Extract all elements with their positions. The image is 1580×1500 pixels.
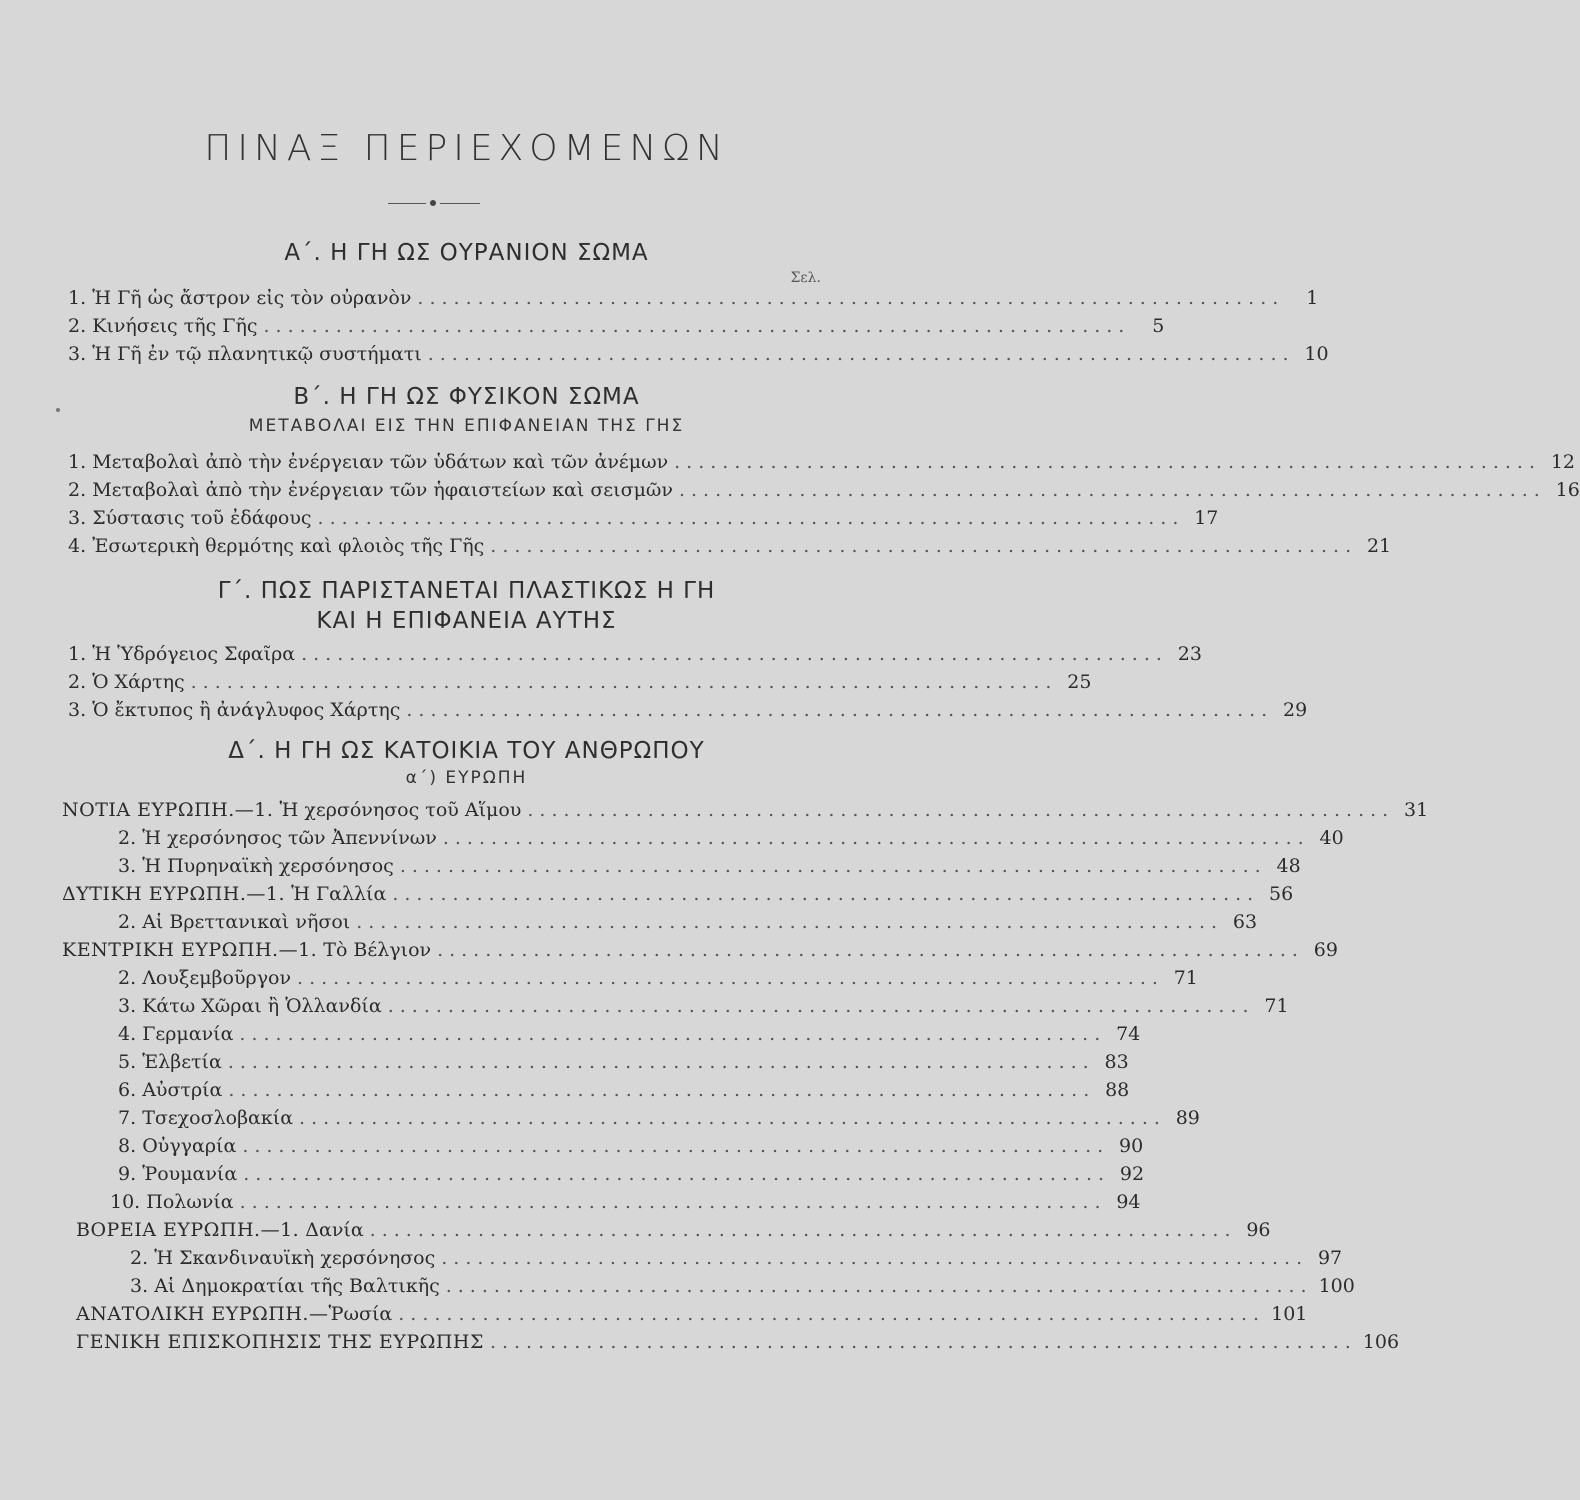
leader-dots: ........................................................................ [297,967,1164,989]
toc-entry[interactable] [76,1328,1400,1356]
entry-number: 1. [68,643,87,665]
leader-dots: ........................................................................ [437,939,1304,961]
toc-entry[interactable] [118,908,1258,936]
entry-number: 3. [130,1275,149,1297]
toc-entry[interactable] [118,1132,1144,1160]
section-b-subheading: ΜΕΤΑΒΟΛΑΙ ΕΙΣ ΤΗΝ ΕΠΙΦΑΝΕΙΑΝ ΤΗΣ ΓΗΣ [248,416,685,436]
entry-page: 97 [1317,1247,1343,1269]
toc-entry[interactable] [118,964,1198,992]
entry-title: Ἐσωτερικὴ θερμότης καὶ φλοιὸς τῆς Γῆς [92,535,485,557]
entry-number: 3. [68,507,87,529]
entry-title: Ἡ Γῆ ἐν τῷ πλανητικῷ συστήματι [92,343,422,365]
entry-page: 74 [1116,1023,1141,1045]
toc-entry[interactable] [118,1020,1141,1048]
region-label: ΝΟΤΙΑ ΕΥΡΩΠΗ.—1. [62,799,274,821]
toc-entry[interactable] [118,824,1344,852]
ornament-dot [430,200,436,206]
entry-page: 69 [1313,939,1338,961]
entry-page: 96 [1246,1219,1271,1241]
entry-title: Ἡ Γῆ ὡς ἄστρον εἰς τὸν οὐρανὸν [92,287,412,309]
leader-dots: ........................................................................ [299,1107,1166,1129]
entry-page: 5 [1152,315,1165,337]
toc-entry[interactable] [118,1160,1145,1188]
leader-dots: ........................................................................ [242,1135,1110,1157]
entry-number: 8. [118,1135,137,1157]
entry-number: 5. [118,1051,137,1073]
leader-dots: ........................................................................ [356,911,1224,933]
toc-entry[interactable] [62,936,1338,964]
leader-dots: ........................................................................ [406,699,1274,721]
entry-page: 29 [1283,699,1308,721]
leader-dots: ........................................................................ [399,855,1267,877]
entry-title: Αἱ Δημοκρατίαι τῆς Βαλτικῆς [154,1275,440,1297]
leader-dots: ........................................................................ [243,1163,1111,1185]
entry-page: 12 [1550,451,1575,473]
entry-number: 7. [118,1107,137,1129]
entry-page: 1 [1306,287,1319,309]
region-label: ΓΕΝΙΚΗ ΕΠΙΣΚΟΠΗΣΙΣ ΤΗΣ ΕΥΡΩΠΗΣ [76,1331,484,1353]
entry-title: Τσεχοσλοβακία [142,1107,294,1129]
toc-entry[interactable] [68,448,1575,476]
toc-entry[interactable] [118,852,1301,880]
leader-dots: ........................................................................ [317,507,1185,529]
leader-dots: ........................................................................ [263,315,1131,337]
toc-entry[interactable] [68,312,1165,340]
entry-title: Δανία [305,1219,364,1241]
entry-number: 3. [68,699,87,721]
leader-dots: ........................................................................ [301,643,1168,665]
entry-title: Ἡ Πυρηναϊκὴ χερσόνησος [142,855,394,877]
entry-title: Μεταβολαὶ ἀπὸ τὴν ἐνέργειαν τῶν ἡφαιστείων καὶ σεισμῶν [92,479,673,501]
section-c-heading-line2: ΚΑΙ Η ΕΠΙΦΑΝΕΙΑ ΑΥΤΗΣ [316,608,617,634]
toc-entry[interactable] [118,1048,1129,1076]
entry-page: 17 [1194,507,1219,529]
entry-number: 3. [118,995,137,1017]
leader-dots: ........................................................................ [392,883,1260,905]
leader-dots: ........................................................................ [489,1331,1357,1353]
entry-page: 63 [1232,911,1258,933]
leader-dots: ........................................................................ [190,671,1058,693]
entry-number: 2. [130,1247,149,1269]
entry-number: 2. [118,967,137,989]
entry-page: 100 [1318,1275,1355,1297]
entry-title: Τὸ Βέλγιον [323,939,432,961]
entry-page: 31 [1404,799,1429,821]
entry-title: Ὁ ἔκτυπος ἢ ἀνάγλυφος Χάρτης [92,699,401,721]
leader-dots: ........................................................................ [442,827,1310,849]
region-label: ΚΕΝΤΡΙΚΗ ΕΥΡΩΠΗ.—1. [62,939,318,961]
entry-page: 106 [1362,1331,1400,1353]
section-d-subheading: α΄) ΕΥΡΩΠΗ [405,768,528,788]
leader-dots: ........................................................................ [441,1247,1309,1269]
leader-dots: ........................................................................ [527,799,1395,821]
toc-entry[interactable] [110,1188,1141,1216]
leader-dots: ........................................................................ [445,1275,1313,1297]
region-label: ΔΥΤΙΚΗ ΕΥΡΩΠΗ.—1. [62,883,286,905]
entry-title: Γερμανία [142,1023,234,1045]
entry-title: Μεταβολαὶ ἀπὸ τὴν ἐνέργειαν τῶν ὑδάτων καὶ τῶν ἀνέμων [92,451,669,473]
page-column-label: Σελ. [790,270,821,286]
entry-number: 2. [68,315,87,337]
toc-entry[interactable] [68,668,1092,696]
entry-page: 71 [1173,967,1198,989]
section-d-heading: Δ΄. Η ΓΗ ΩΣ ΚΑΤΟΙΚΙΑ ΤΟΥ ΑΝΘΡΩΠΟΥ [228,738,705,764]
entry-number: 4. [118,1023,137,1045]
entry-page: 48 [1276,855,1301,877]
entry-number: 1. [68,451,87,473]
leader-dots: ........................................................................ [387,995,1255,1017]
leader-dots: ........................................................................ [490,535,1358,557]
toc-entry[interactable] [118,992,1289,1020]
entry-title: Ῥωσία [328,1303,393,1325]
entry-title: Κάτω Χῶραι ἢ Ὁλλανδία [142,995,382,1017]
entry-title: Ἡ Γαλλία [291,883,387,905]
toc-entry[interactable] [118,1076,1130,1104]
leader-dots: ........................................................................ [227,1051,1095,1073]
entry-title: Αἱ Βρεττανικαὶ νῆσοι [142,911,351,933]
toc-entry[interactable] [68,532,1392,560]
toc-entry[interactable] [62,880,1294,908]
entry-title: Ἡ χερσόνησος τοῦ Αἵμου [279,799,522,821]
entry-page: 89 [1175,1107,1200,1129]
toc-entry[interactable] [76,1300,1308,1328]
toc-entry[interactable] [68,284,1319,312]
leader-dots: ........................................................................ [228,1079,1096,1101]
entry-page: 25 [1067,671,1092,693]
leader-dots: ........................................................................ [674,451,1541,473]
leader-dots: ........................................................................ [417,287,1285,309]
toc-entry[interactable] [68,696,1308,724]
entry-number: 6. [118,1079,137,1101]
entry-title: Οὐγγαρία [142,1135,237,1157]
toc-entry[interactable] [130,1244,1343,1272]
entry-number: 2. [68,479,87,501]
entry-page: 94 [1116,1191,1141,1213]
section-a-heading: Α΄. Η ΓΗ ΩΣ ΟΥΡΑΝΙΟΝ ΣΩΜΑ [284,240,649,266]
toc-entry[interactable] [62,796,1429,824]
entry-number: 4. [68,535,87,557]
entry-number: 9. [118,1163,137,1185]
entry-title: Ὁ Χάρτης [92,671,185,693]
entry-page: 16 [1555,479,1580,501]
entry-number: 2. [118,827,137,849]
entry-title: Ἡ Σκανδιναυϊκὴ χερσόνησος [154,1247,436,1269]
page-title: ΠΙΝΑΞ ΠΕΡΙΕΧΟΜΕΝΩΝ [204,128,729,169]
leader-dots: ........................................................................ [398,1303,1266,1325]
toc-entry[interactable] [130,1272,1355,1300]
entry-title: Ἡ χερσόνησος τῶν Ἀπεννίνων [142,827,437,849]
entry-number: 3. [118,855,137,877]
entry-number: 2. [118,911,137,933]
entry-page: 88 [1105,1079,1130,1101]
entry-number: 2. [68,671,87,693]
leader-dots: ........................................................................ [427,343,1295,365]
entry-page: 40 [1319,827,1344,849]
entry-page: 21 [1366,535,1392,557]
entry-title: Λουξεμβοῦργον [142,967,292,989]
leader-dots: ........................................................................ [678,479,1546,501]
entry-page: 10 [1304,343,1329,365]
entry-page: 90 [1118,1135,1144,1157]
entry-title: Πολωνία [146,1191,234,1213]
entry-page: 92 [1119,1163,1145,1185]
entry-page: 83 [1104,1051,1129,1073]
entry-title: Σύστασις τοῦ ἐδάφους [92,507,312,529]
toc-entry[interactable] [68,640,1202,668]
entry-number: 1. [68,287,87,309]
ornament-line-right [440,203,480,204]
leader-dots: ........................................................................ [239,1191,1107,1213]
toc-entry[interactable] [118,1104,1200,1132]
title-ornament [388,198,480,208]
entry-title: Κινήσεις τῆς Γῆς [92,315,258,337]
entry-title: Ἡ Ὑδρόγειος Σφαῖρα [92,643,296,665]
leader-dots: ........................................................................ [239,1023,1107,1045]
section-b-heading: Β΄. Η ΓΗ ΩΣ ΦΥΣΙΚΟΝ ΣΩΜΑ [293,384,640,410]
leader-dots: ........................................................................ [369,1219,1237,1241]
entry-number: 10. [110,1191,141,1213]
toc-entry[interactable] [76,1216,1271,1244]
region-label: ΑΝΑΤΟΛΙΚΗ ΕΥΡΩΠΗ.— [76,1303,329,1325]
entry-title: Ῥουμανία [142,1163,238,1185]
ornament-line-left [388,203,426,204]
toc-entry[interactable] [68,504,1219,532]
toc-entry[interactable] [68,476,1580,504]
entry-title: Αὐστρία [142,1079,223,1101]
entry-page: 101 [1271,1303,1308,1325]
entry-page: 23 [1177,643,1202,665]
entry-title: Ἑλβετία [142,1051,222,1073]
toc-entry[interactable] [68,340,1329,368]
print-speck [56,408,60,412]
region-label: ΒΟΡΕΙΑ ΕΥΡΩΠΗ.—1. [76,1219,300,1241]
entry-page: 71 [1264,995,1289,1017]
entry-number: 3. [68,343,87,365]
entry-page: 56 [1269,883,1294,905]
section-c-heading-line1: Γ΄. ΠΩΣ ΠΑΡΙΣΤΑΝΕΤΑΙ ΠΛΑΣΤΙΚΩΣ Η ΓΗ [217,578,716,604]
